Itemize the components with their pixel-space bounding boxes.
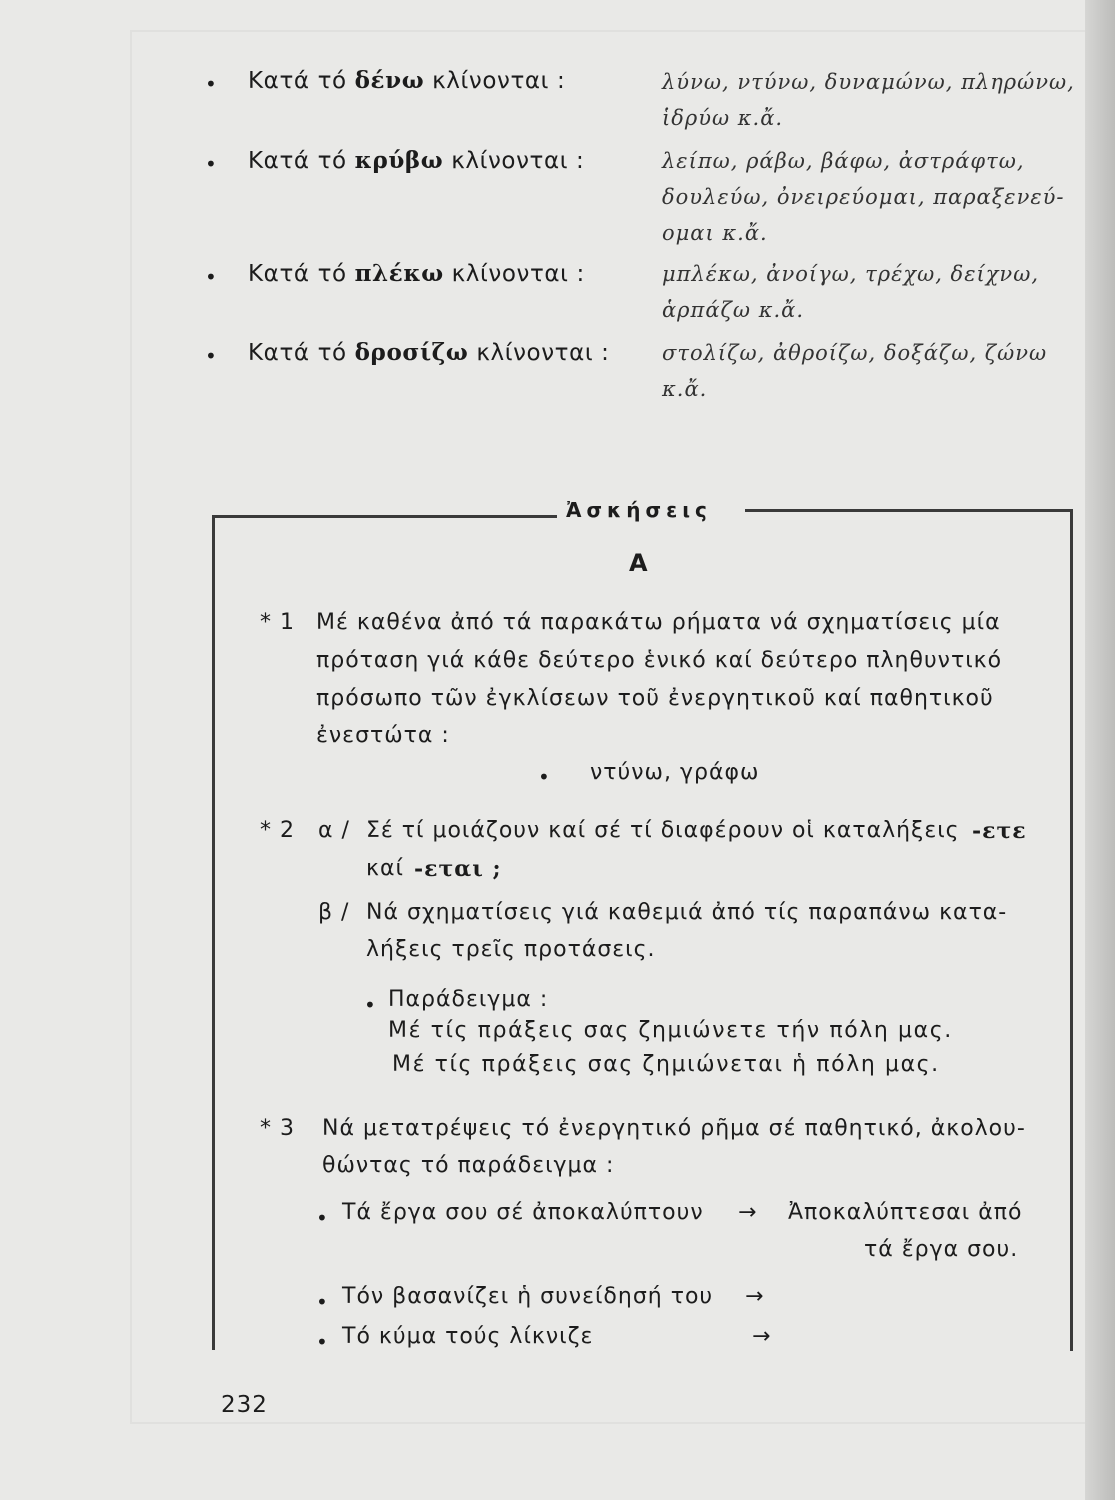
arrow: → (752, 1324, 772, 1349)
transform-item: Τά ἔργα σου σέ ἀποκαλύπτουν (342, 1200, 704, 1225)
frame-right-border (1070, 509, 1073, 1351)
page-spine-shadow (1085, 0, 1115, 1500)
bullet: • (205, 344, 217, 368)
bullet: • (364, 993, 376, 1017)
transform-item: Τό κύμα τούς λίκνιζε (342, 1324, 594, 1349)
verb-examples: δουλεύω, ὀνειρεύομαι, παραξενεύ- (662, 185, 1065, 209)
example-sentence: Μέ τίς πράξεις σας ζημιώνεται ἡ πόλη μας. (392, 1052, 940, 1077)
bullet: • (316, 1330, 328, 1354)
exercises-heading: Ἀσκήσεις (566, 498, 712, 522)
exercise-text: θώντας τό παράδειγμα : (322, 1153, 615, 1178)
page-number: 232 (221, 1392, 268, 1418)
exercise-text: Σέ τί μοιάζουν καί σέ τί διαφέρουν οἱ καταλήξεις (366, 818, 960, 843)
exercise-text: καί (366, 856, 404, 881)
example-sentence: Μέ τίς πράξεις σας ζημιώνετε τήν πόλη μας. (388, 1018, 953, 1043)
bullet: • (316, 1206, 328, 1230)
frame-rule-left (212, 515, 557, 518)
verb-examples: ἱδρύω κ.ἄ. (662, 106, 784, 130)
exercise-verbs: ντύνω, γράφω (590, 760, 760, 785)
exercise-text: Μέ καθένα ἀπό τά παρακάτω ρήματα νά σχηματίσεις μία (316, 610, 1001, 635)
exercise-text: πρόσωπο τῶν ἐγκλίσεων τοῦ ἐνεργητικοῦ καί παθητικοῦ (316, 686, 994, 711)
conjugation-label: Κατά τό κρύβω κλίνονται : (248, 147, 585, 174)
verb-examples: ομαι κ.ἄ. (662, 221, 768, 245)
frame-rule-right (745, 509, 1073, 512)
exercise-marker: * 3 (260, 1116, 295, 1141)
subpart-label: α / (318, 818, 350, 843)
verb-examples: μπλέκω, ἀνοίγω, τρέχω, δείχνω, (662, 262, 1039, 286)
transform-answer: τά ἔργα σου. (864, 1237, 1019, 1262)
transform-item: Τόν βασανίζει ἡ συνείδησή του (342, 1284, 714, 1309)
section-letter: Α (629, 549, 648, 577)
exercise-text: λήξεις τρεῖς προτάσεις. (366, 937, 656, 962)
bullet: • (316, 1290, 328, 1314)
exercise-text: Νά σχηματίσεις γιά καθεμιά ἀπό τίς παραπάνω κατα- (366, 900, 1008, 925)
bullet: • (205, 265, 217, 289)
exercise-marker: * 1 (260, 610, 295, 635)
bullet: • (205, 72, 217, 96)
verb-examples: λύνω, ντύνω, δυναμώνω, πληρώνω, (662, 70, 1075, 94)
bullet: • (538, 765, 550, 789)
exercise-text: Νά μετατρέψεις τό ἐνεργητικό ρῆμα σέ παθητικό, ἀκολου- (322, 1116, 1026, 1141)
frame-left-border (212, 515, 215, 1350)
conjugation-label: Κατά τό δένω κλίνονται : (248, 67, 566, 94)
ending-term: -εται ; (414, 856, 502, 882)
bullet: • (205, 152, 217, 176)
subpart-label: β / (318, 900, 350, 925)
example-label: Παράδειγμα : (388, 987, 549, 1012)
arrow: → (738, 1200, 758, 1225)
verb-examples: ἁρπάζω κ.ἄ. (662, 298, 804, 322)
exercise-text: πρόταση γιά κάθε δεύτερο ἑνικό καί δεύτερο πληθυντικό (316, 648, 1003, 673)
verb-examples: λείπω, ράβω, βάφω, ἀστράφτω, (662, 149, 1025, 173)
transform-answer: Ἀποκαλύπτεσαι ἀπό (788, 1200, 1023, 1225)
verb-examples: κ.ἄ. (662, 377, 708, 401)
exercise-text: ἐνεστώτα : (316, 723, 450, 748)
arrow: → (745, 1284, 765, 1309)
conjugation-label: Κατά τό δροσίζω κλίνονται : (248, 339, 610, 366)
ending-term: -ετε (972, 818, 1027, 844)
verb-examples: στολίζω, ἀθροίζω, δοξάζω, ζώνω (662, 341, 1048, 365)
exercise-marker: * 2 (260, 818, 295, 843)
conjugation-label: Κατά τό πλέκω κλίνονται : (248, 260, 585, 287)
